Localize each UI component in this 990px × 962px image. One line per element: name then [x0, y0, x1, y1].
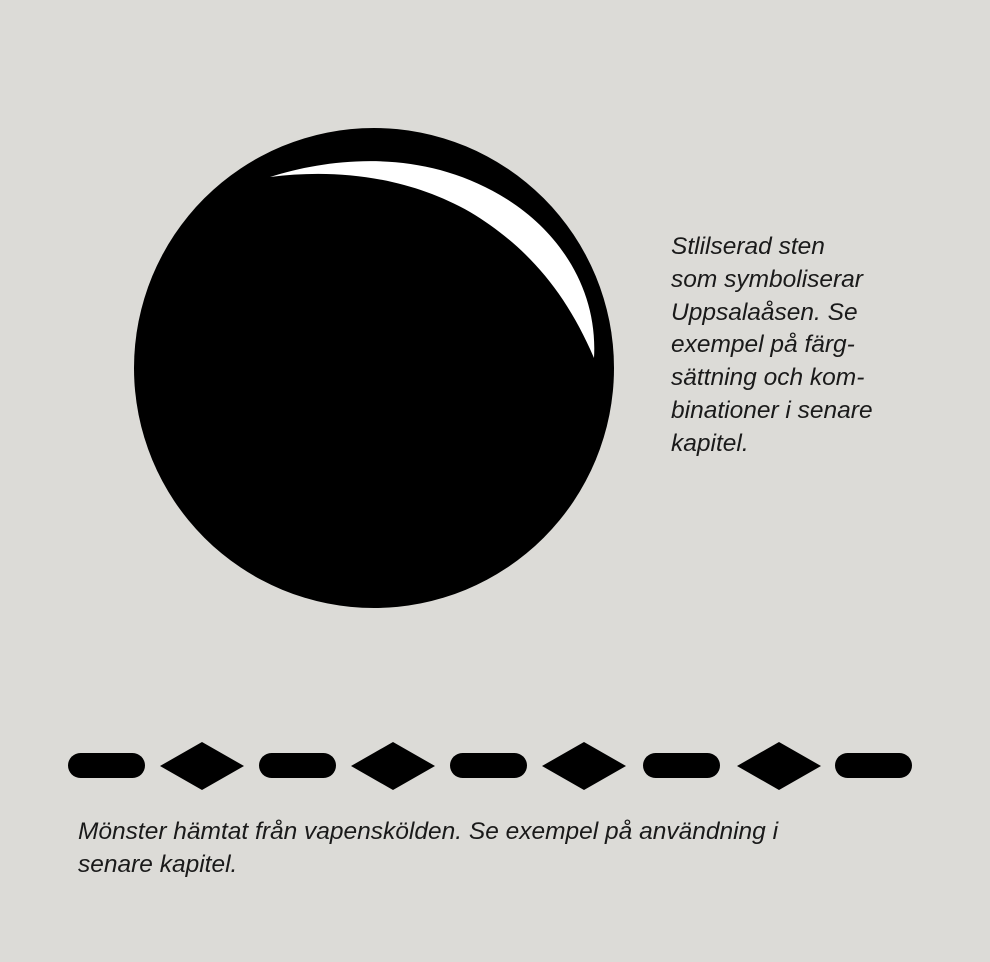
pattern-diamond	[737, 742, 821, 790]
pattern-diamond	[351, 742, 435, 790]
pattern-caption-line: Mönster hämtat från vapenskölden. Se exempel på användning i	[78, 818, 779, 845]
stone-body	[134, 128, 614, 608]
pattern-caption-line: senare kapitel.	[78, 851, 238, 878]
stone-caption-line: kapitel.	[671, 429, 749, 457]
pattern-bar	[835, 753, 912, 778]
stone-caption-line: Stlilserad sten	[671, 233, 825, 260]
pattern-bar	[450, 753, 527, 778]
pattern-bar	[68, 753, 145, 778]
stone-caption-line: Uppsalaåsen. Se	[671, 298, 858, 326]
stone-caption-line: som symboliserar	[671, 265, 863, 293]
pattern-bar	[643, 753, 720, 778]
stone-caption-line: exempel på färg-	[671, 331, 855, 359]
shield-pattern-icon	[60, 732, 930, 800]
pattern-bar	[259, 753, 336, 778]
stone-caption-line: binationer i senare	[671, 396, 873, 424]
stone-caption-line: sättning och kom-	[671, 364, 865, 392]
stone-caption	[671, 231, 931, 461]
pattern-caption	[78, 815, 938, 881]
pattern-diamond	[160, 742, 244, 790]
pattern-diamond	[542, 742, 626, 790]
stone-icon	[120, 120, 630, 620]
